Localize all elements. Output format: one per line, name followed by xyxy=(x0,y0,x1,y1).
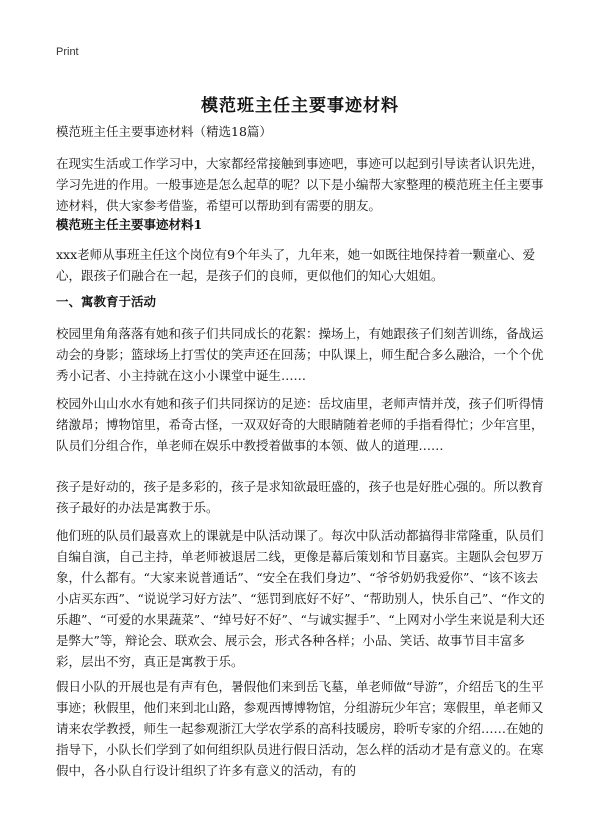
section-heading: 模范班主任主要事迹材料1 xyxy=(56,217,203,232)
paragraph-4: 孩子是好动的，孩子是多彩的，孩子是求知欲最旺盛的，孩子也是好胜心强的。所以教育孩子最好的办法是寓教于乐。 xyxy=(56,479,544,515)
intro-paragraph: 在现实生活或工作学习中，大家都经常接触到事迹吧，事迹可以起到引导读者认识先进，学习先进的作用。一般事迹是怎么起草的呢？以下是小编帮大家整理的模范班主任主要事迹材料，供大家参考借鉴，希望可以帮助到有需要的朋友。 xyxy=(56,156,544,213)
paragraph-5: 他们班的队员们最喜欢上的课就是中队活动课了。每次中队活动都搞得非常隆重，队员们自编自演，自己主持，单老师被退居二线，更像是幕后策划和节目嘉宾。主题队会包罗万象，什么都有。“大家来说普通话”、“安全在我们身边”、“爷爷奶奶我爱你”、“该不该去小店买东西”、“说说学习好方法”、“惩罚到底好不好”、“帮助别人，快乐自己”、“作文的乐趣”、“可爱的水果蔬菜”、“绰号好不好”、“与诚实握手”、“上网对小学生来说是利大还是弊大”等，辩论会、联欢会、展示会，形式各种各样；小品、笑话、故事节目丰富多彩，层出不穷，真正是寓教于乐。 xyxy=(56,528,545,669)
paragraph-2: 校园里角角落落有她和孩子们共同成长的花絮：操场上，有她跟孩子们刻苦训练，备战运动会的身影；篮球场上打雪仗的笑声还在回荡；中队课上，师生配合多么融洽，一个个优秀小记者、小主持就在这小小课堂中诞生…… xyxy=(56,326,544,383)
paragraph-3: 校园外山山水水有她和孩子们共同探访的足迹：岳坟庙里，老师声情并茂，孩子们听得情绪激昂；博物馆里，希奇古怪，一双双好奇的大眼睛随着老师的手指看得忙；少年宫里，队员们分组合作，单老师在娱乐中教授着做事的本领、做人的道理…… xyxy=(56,396,544,453)
paragraph-6: 假日小队的开展也是有声有色，暑假他们来到岳飞墓，单老师做“导游”，介绍岳飞的生平事迹；秋假里，他们来到北山路，参观西博博物馆，分组游玩少年宫；寒假里，单老师又请来农学教授，师生一起参观浙江大学农学系的高科技暖房，聆听专家的介绍……在她的指导下，小队长们学到了如何组织队员进行假日活动，怎么样的活动才是有意义的。在寒假中，各小队自行设计组织了许多有意义的活动，有的 xyxy=(56,679,544,778)
document-subtitle: 模范班主任主要事迹材料（精选18篇） xyxy=(56,124,272,139)
paragraph-1: xxx老师从事班主任这个岗位有9个年头了，九年来，她一如既往地保持着一颗童心、爱心，跟孩子们融合在一起，是孩子们的良师，更似他们的知心大姐姐。 xyxy=(56,247,536,283)
print-label: Print xyxy=(56,46,79,58)
sub-heading: 一、寓教育于活动 xyxy=(56,294,157,309)
document-title: 模范班主任主要事迹材料 xyxy=(201,96,399,117)
